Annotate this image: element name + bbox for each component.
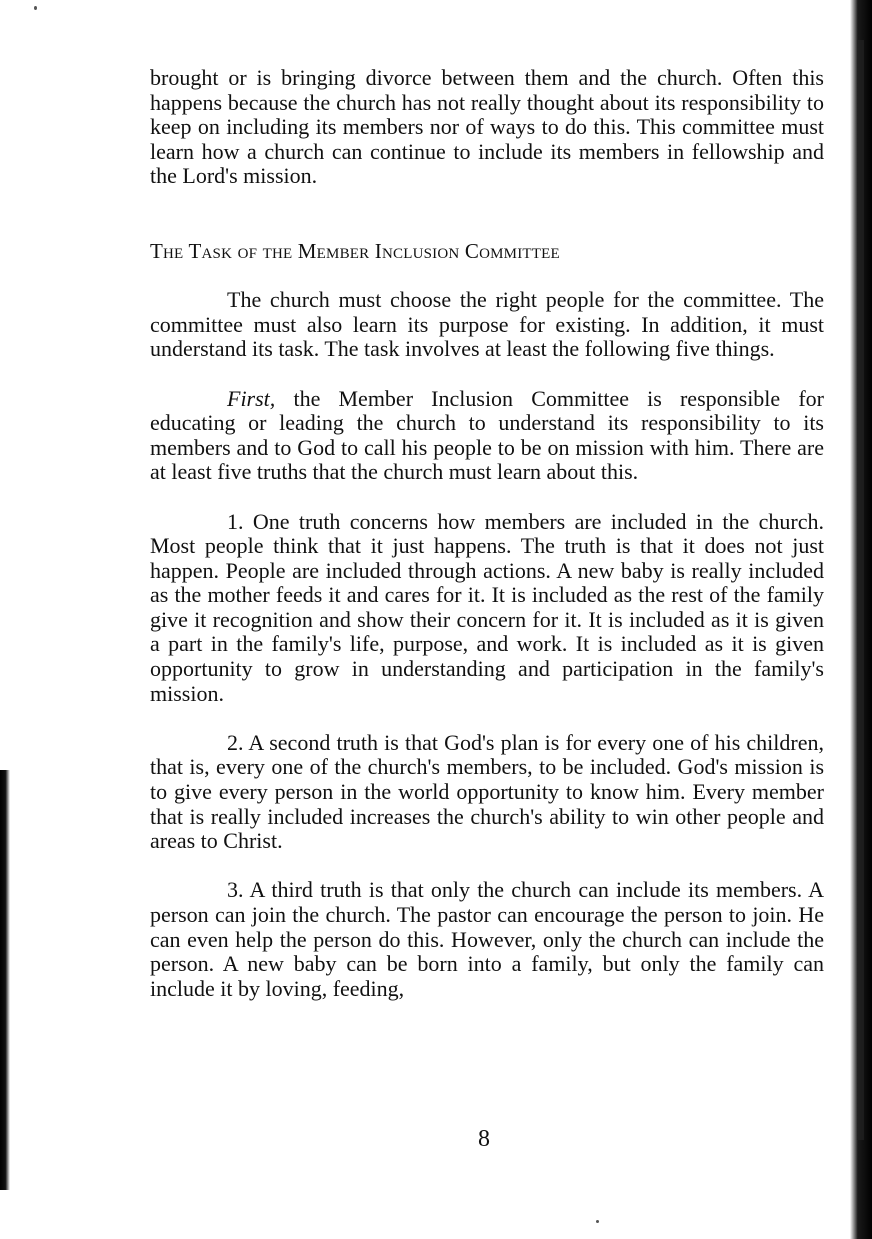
paragraph-task: The church must choose the right people for the committee. The committee must also learn its purpose for existing. In addition, it must understand its task. The task involves at least the following five things. [150,287,824,362]
paragraph-truth-3: 3. A third truth is that only the church can include its members. A person can join the church. The pastor can encourage the person to join. He can even help the person do this. However, only the church can include the person. A new baby can be born into a family, but only the family can include it by loving, feeding, [150,877,824,1001]
paragraph-intro: brought or is bringing divorce between them and the church. Often this happens because the church has not really thought about its responsibility to keep on including its members nor of ways to do this. This committee must learn how a church can continue to include its members in fellowship and the Lord's mission. [150,65,824,189]
first-lead: First, [227,385,276,411]
scan-edge-right [838,0,872,1239]
paragraph-truth-2: 2. A second truth is that God's plan is for every one of his children, that is, every one of the church's members, to be included. God's mission is to give every person in the world opportunity to know him. Every member that is really included increases the church's ability to win other people and areas to Christ. [150,729,824,854]
paragraph-truth-1: 1. One truth concerns how members are included in the church. Most people think that it just happens. The truth is that it does not just happen. People are included through actions. A new baby is really included as the mother feeds it and cares for it. It is included as the rest of the family give it recognition and show their concern for it. It is included as it is given a part in the family's life, purpose, and work. It is included as it is given opportunity to grow in understanding and participation in the family's mission. [150,508,824,706]
scan-speck [596,1220,599,1223]
paragraph-first [150,387,824,485]
first-body: the Member Inclusion Committee is responsible for educating or leading the church to understand its responsibility to its members and to God to call his people to be on mission with him. There are at least five truths that the church must learn about this. [150,385,824,485]
section-heading-text: The Task of the Member Inclusion Committee [150,238,560,263]
scan-shadow [858,40,864,1140]
page-number: 8 [478,1126,490,1152]
scan-speck [34,6,37,10]
document-page [150,66,824,1001]
scan-edge-left [0,770,14,1230]
section-heading [150,239,824,264]
